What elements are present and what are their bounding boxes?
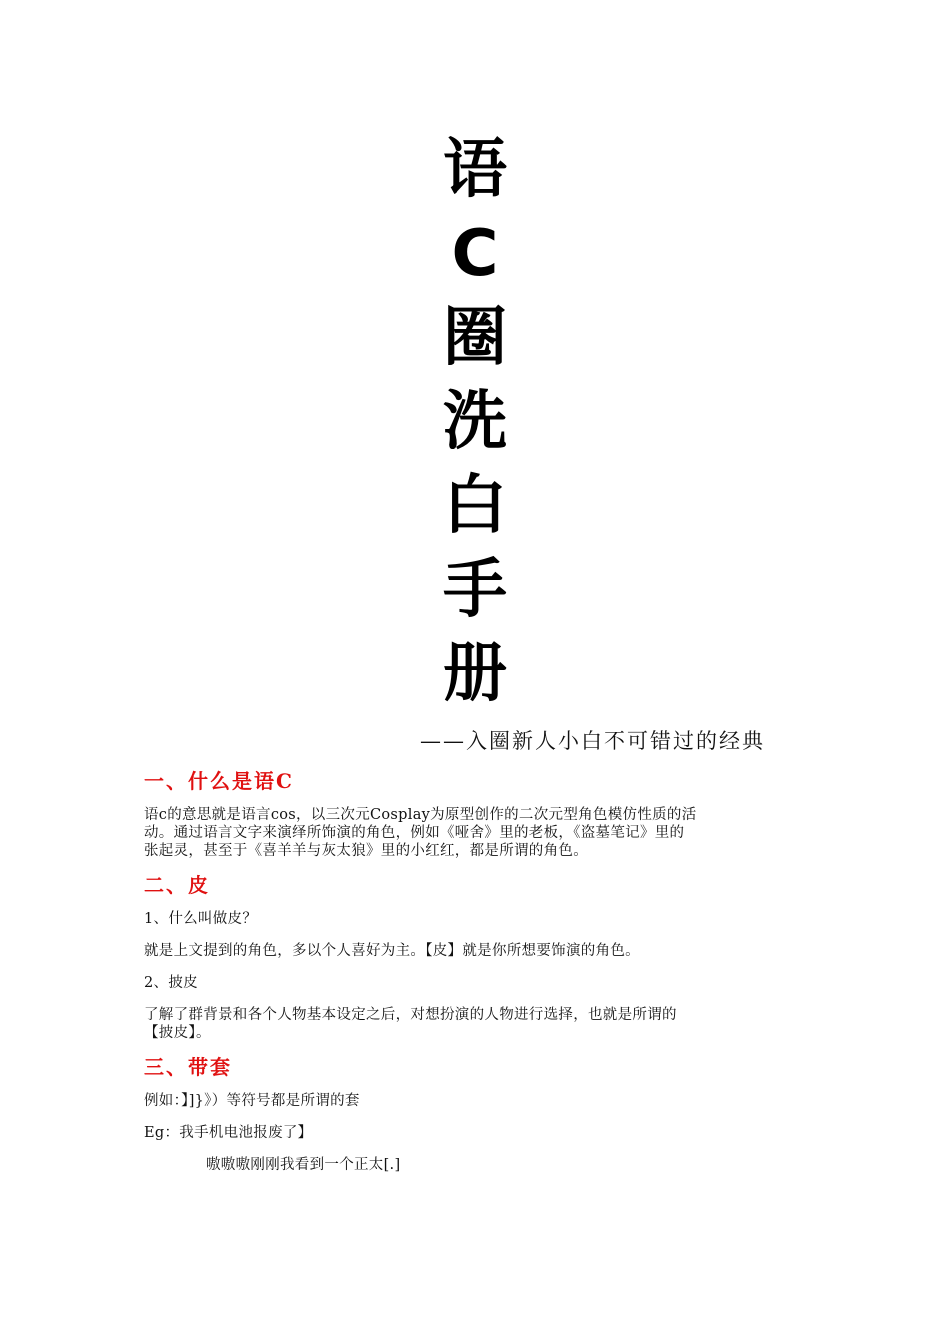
title-char: 册 (443, 637, 507, 711)
answer-wear-skin (144, 1006, 814, 1042)
section-heading-skin: 二、皮 (144, 873, 210, 897)
document-body (144, 766, 814, 1174)
title-char: 圈 (443, 301, 507, 375)
question-wear-skin: 2、披皮 (144, 975, 198, 991)
section-heading-brackets: 三、带套 (144, 1055, 232, 1079)
title-char: 手 (443, 553, 507, 627)
section-heading-what-is-yuc: 一、什么是语C (144, 769, 294, 793)
question-what-is-skin: 1、什么叫做皮？ (144, 911, 258, 927)
answer-what-is-skin: 就是上文提到的角色，多以个人喜好为主。【皮】就是你所想要饰演的角色。 (144, 943, 640, 959)
title-char: C (451, 217, 499, 291)
paragraph-line: 【披皮】。 (144, 1025, 211, 1041)
paragraph-line: 了解了群背景和各个人物基本设定之后，对想扮演的人物进行选择，也就是所谓的 (144, 1007, 677, 1023)
brackets-eg-line: Eg：我手机电池报废了】 (144, 1125, 313, 1141)
title-char: 语 (443, 133, 507, 207)
paragraph-line: 张起灵，甚至于《喜羊羊与灰太狼》里的小红红，都是所谓的角色。 (144, 843, 588, 859)
subtitle: ——入圈新人小白不可错过的经典 (420, 729, 765, 753)
vertical-title (415, 128, 535, 716)
paragraph-line: 语c的意思就是语言cos，以三次元Cosplay为原型创作的二次元型角色模仿性质的活 (144, 807, 697, 823)
brackets-example-line: 例如：】]}》）等符号都是所谓的套 (144, 1093, 360, 1109)
section-paragraph (144, 806, 814, 860)
title-char: 白 (443, 469, 507, 543)
title-char: 洗 (443, 385, 507, 459)
brackets-eg-line-2: 嗷嗷嗷刚刚我看到一个正太[.] (206, 1157, 401, 1173)
paragraph-line: 动。通过语言文字来演绎所饰演的角色，例如《哑舍》里的老板，《盗墓笔记》里的 (144, 825, 685, 841)
